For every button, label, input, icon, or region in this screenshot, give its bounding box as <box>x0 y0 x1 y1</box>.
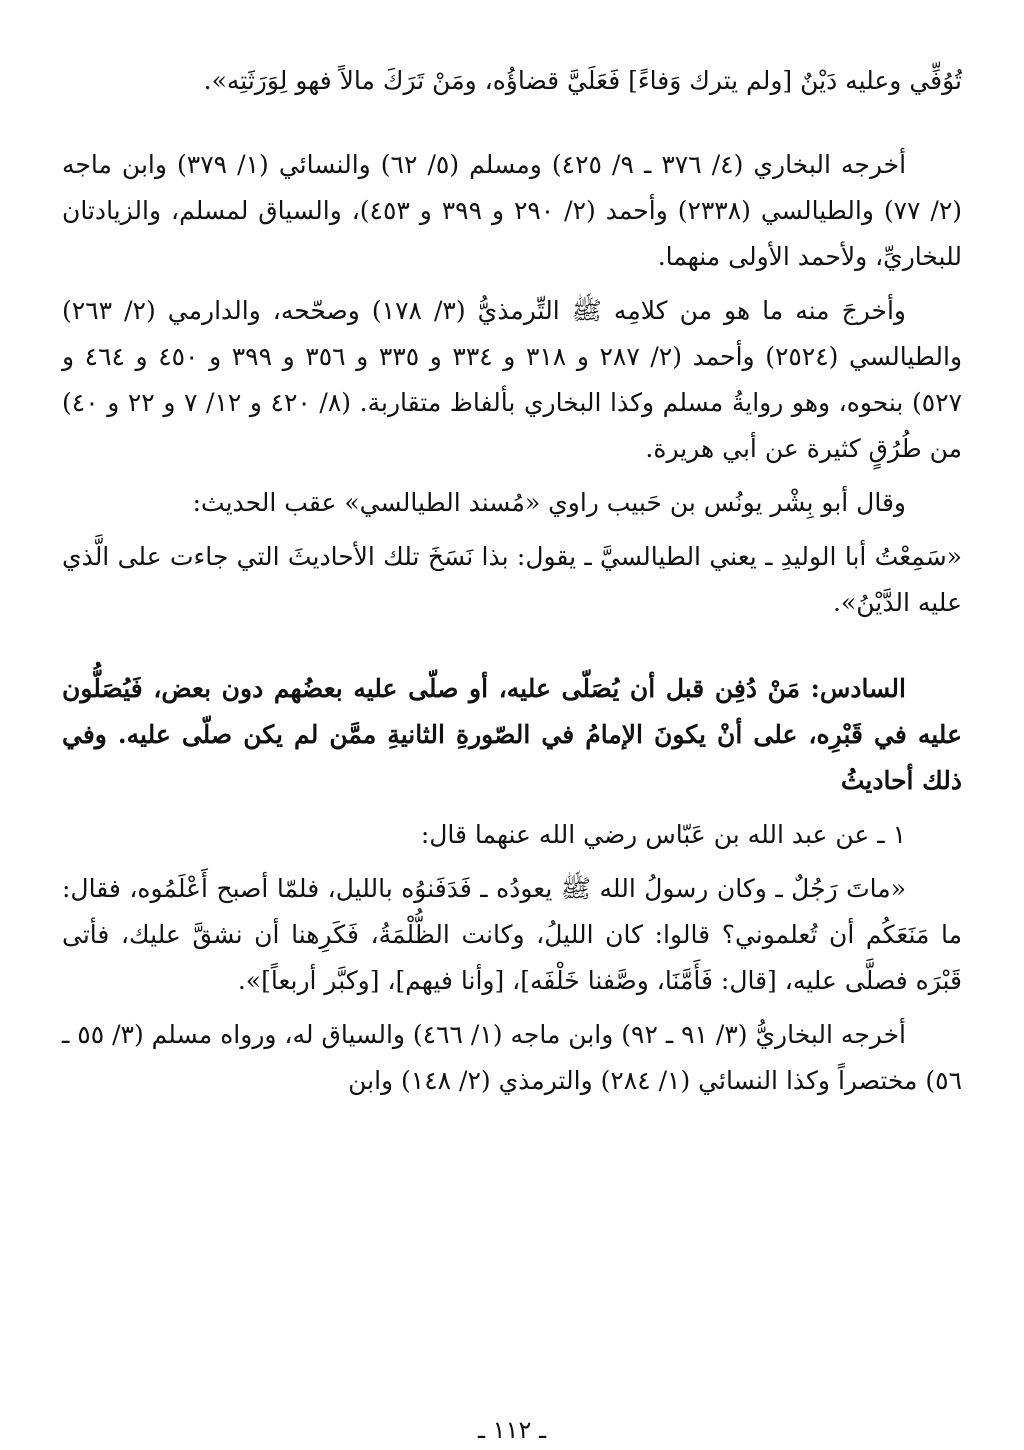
text-paragraph-1: تُوُفِّي وعليه دَيْنٌ [ولم يترك وَفاءً] فَعَلَيَّ قضاؤُه، ومَنْ تَرَكَ مالاً فهو لِوَرَثَتِه». <box>203 66 962 95</box>
page-number: ـ ١١٢ ـ <box>477 1416 546 1444</box>
text-paragraph-5: «سَمِعْتُ أبا الوليدِ ـ يعني الطيالسيَّ ـ يقول: بذا نَسَخَ تلك الأحاديثَ التي جاءت على الَّذي عليه الدَّيْنُ». <box>62 542 962 617</box>
text-paragraph-2: أخرجه البخاري (٤/ ٣٧٦ ـ ٩/ ٤٢٥) ومسلم (٥/ ٦٢) والنسائي (١/ ٣٧٩) وابن ماجه (٢/ ٧٧) والطيالسي (٢٣٣٨) وأحمد (٢/ ٢٩٠ و ٣٩٩ و ٤٥٣)، والسياق لمسلم، والزيادتان للبخاريِّ، ولأحمد الأولى منهما. <box>62 150 963 271</box>
text-paragraph-9: أخرجه البخاريُّ (٣/ ٩١ ـ ٩٢) وابن ماجه (١/ ٤٦٦) والسياق له، ورواه مسلم (٣/ ٥٥ ـ ٥٦) مختصراً وكذا النسائي (١/ ٢٨٤) والترمذي (٢/ ١٤٨) وابن <box>62 1020 962 1095</box>
text-paragraph-4: وقال أبو بِشْر يونُس بن حَبيب راوي «مُسند الطيالسي» عقب الحديث: <box>192 488 906 517</box>
text-paragraph-6: السادس: مَنْ دُفِن قبل أن يُصَلّى عليه، أو صلّى عليه بعضُهم دون بعض، فَيُصَلُّون عليه في قَبْرِه، على أنْ يكونَ الإمامُ في الصّورةِ الثانيةِ ممَّن لم يكن صلّى عليه. وفي ذلك أحاديثُ <box>62 674 962 795</box>
text-paragraph-3: وأخرجَ منه ما هو من كلامِه ﷺ التِّرمذيُّ (٣/ ١٧٨) وصحّحه، والدارمي (٢/ ٢٦٣) والطيالسي (٢٥٢٤) وأحمد (٢/ ٢٨٧ و ٣١٨ و ٣٣٤ و ٣٣٥ و ٣٥٦ و ٣٩٩ و ٤٥٠ و ٤٦٤ و ٥٢٧) بنحوه، وهو روايةُ مسلم وكذا البخاري بألفاظ متقاربة. (٨/ ٤٢٠ و ١٢/ ٧ و ٢٢ و ٤٠) من طُرُقٍ كثيرة عن أبي هريرة. <box>62 296 963 463</box>
text-paragraph-7: ١ ـ عن عبد الله بن عَبّاس رضي الله عنهما قال: <box>420 820 906 849</box>
text-paragraph-8: «ماتَ رَجُلٌ ـ وكان رسولُ الله ﷺ يعودُه ـ فَدَفَنوُه بالليل، فلمّا أصبح أَعْلَمُوه، فقال: ما مَنَعَكُم أن تُعلموني؟ قالوا: كان الليلُ، وكانت الظُّلْمَةُ، فَكَرِهنا أن نشقَّ عليك، فأتى قَبْرَه فصلَّى عليه، [قال: فَأَمَّنَا، وصَّفنا خَلْفَه]، [وأنا فيهم]، [وكبَّر أربعاً]». <box>62 874 962 995</box>
document-page <box>62 58 962 1410</box>
